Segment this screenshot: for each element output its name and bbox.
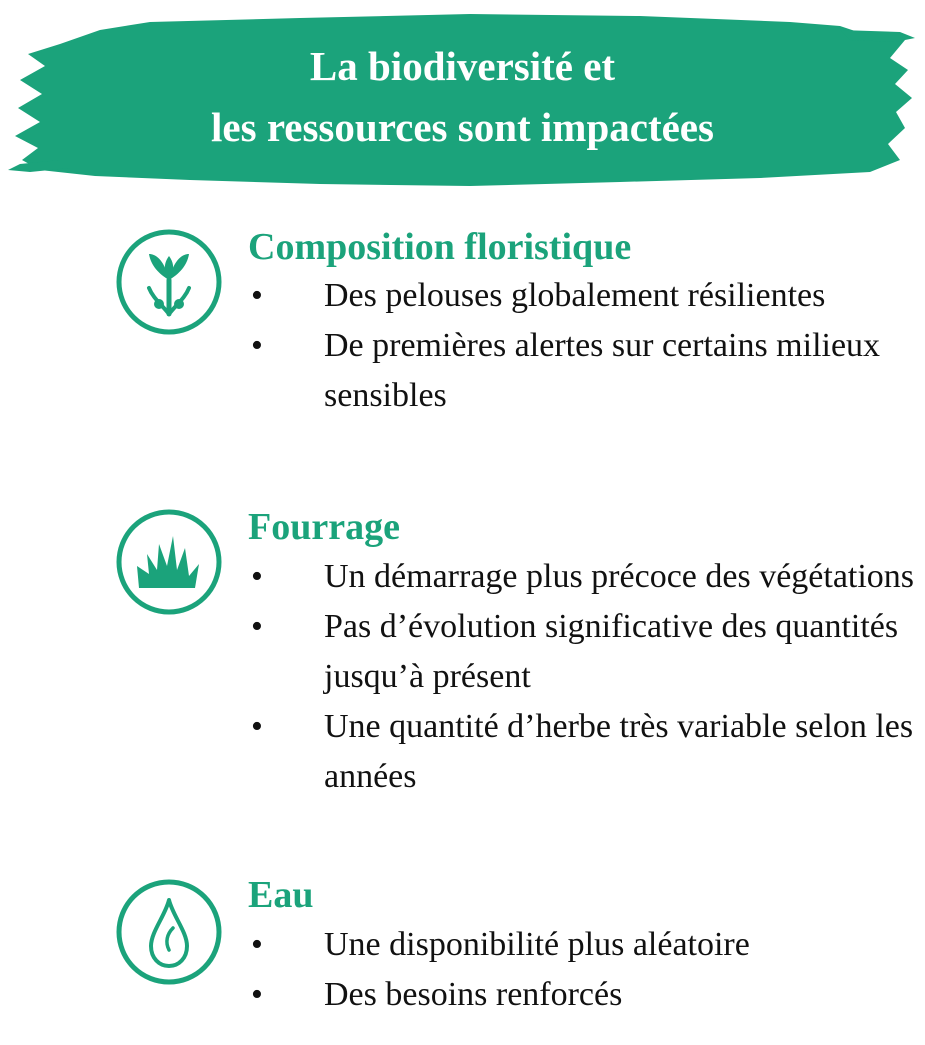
header-banner bbox=[0, 0, 925, 200]
bullet-icon: • bbox=[251, 327, 263, 364]
list-item-text: Pas d’évolution significative des quantités jusqu’à présent bbox=[324, 608, 899, 695]
bullet-list-composition bbox=[248, 271, 918, 421]
section-title-composition: Composition floristique bbox=[248, 226, 632, 268]
list-item bbox=[248, 920, 918, 970]
bullet-list-eau bbox=[248, 920, 918, 1020]
banner-title-line-1: La biodiversité et bbox=[309, 43, 616, 89]
water-drop-icon bbox=[115, 878, 223, 986]
list-item bbox=[248, 552, 918, 602]
flower-icon bbox=[115, 228, 223, 336]
bullet-icon: • bbox=[251, 708, 263, 745]
list-item-text: Des pelouses globalement résilientes bbox=[324, 277, 826, 314]
bullet-icon: • bbox=[251, 277, 263, 314]
list-item bbox=[248, 602, 918, 702]
list-item bbox=[248, 321, 918, 421]
banner-title-line-2: les ressources sont impactées bbox=[211, 104, 714, 150]
bullet-list-fourrage bbox=[248, 552, 918, 802]
list-item-text: Des besoins renforcés bbox=[324, 976, 623, 1013]
bullet-icon: • bbox=[251, 926, 263, 963]
list-item-text: Un démarrage plus précoce des végétations bbox=[324, 558, 915, 595]
brush-stroke-shape bbox=[0, 0, 925, 200]
list-item bbox=[248, 271, 918, 321]
bullet-icon: • bbox=[251, 608, 263, 645]
section-title-eau: Eau bbox=[248, 874, 314, 916]
bullet-icon: • bbox=[251, 558, 263, 595]
section-title-fourrage: Fourrage bbox=[248, 506, 400, 548]
grass-icon bbox=[115, 508, 223, 616]
list-item bbox=[248, 702, 918, 802]
list-item-text: Une quantité d’herbe très variable selon les années bbox=[324, 708, 914, 795]
list-item bbox=[248, 970, 918, 1020]
list-item-text: Une disponibilité plus aléatoire bbox=[324, 926, 750, 963]
list-item-text: De premières alertes sur certains milieux sensibles bbox=[324, 327, 881, 414]
bullet-icon: • bbox=[251, 976, 263, 1013]
